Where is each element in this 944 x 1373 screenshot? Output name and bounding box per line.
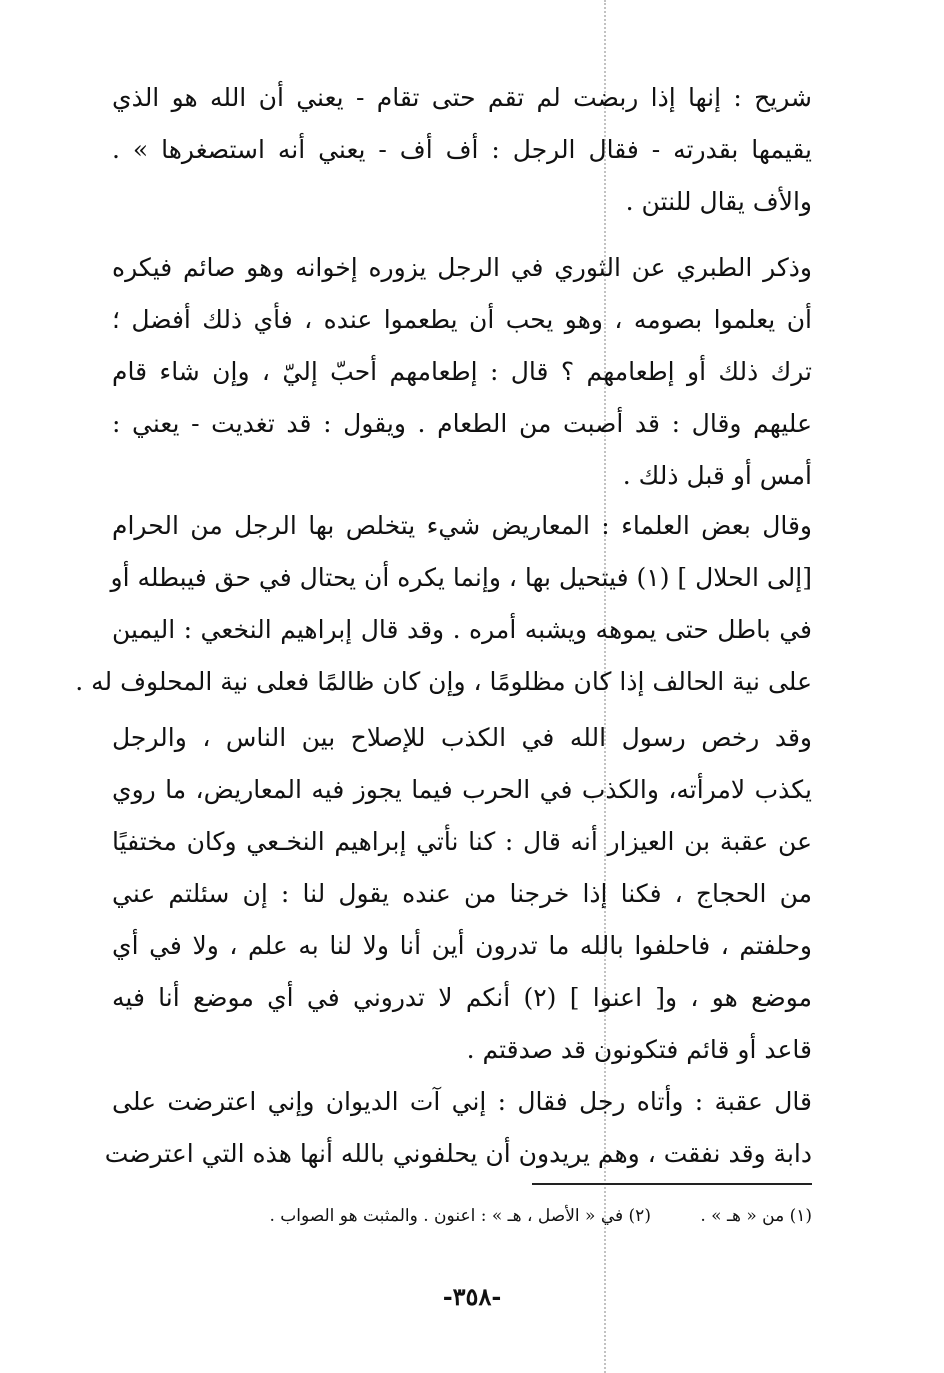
- text-line: عن عقبة بن العيزار أنه قال : كنا نأتي إبراهيم النخـعي وكان مختفيًا: [112, 827, 812, 856]
- text-line: أمس أو قبل ذلك .: [622, 461, 812, 490]
- text-line: من الحجاج ، فكنا إذا خرجنا من عنده يقول لنا : إن سئلتم عني: [112, 879, 812, 908]
- text-line: موضع هو ، و[ اعنوا ] (٢) أنكم لا تدروني في أي موضع أنا فيه: [112, 983, 812, 1012]
- footnote-1: (١) من « هـ » .: [700, 1206, 812, 1226]
- text-line: وقال بعض العلماء : المعاريض شيء يتخلص بها الرجل من الحرام: [112, 511, 812, 540]
- text-line: [إلى الحلال ] (١) فيتحيل بها ، وإنما يكره أن يحتال في حق فيبطله أو: [110, 563, 812, 592]
- footnote-separator: [532, 1183, 812, 1185]
- text-line: يكذب لامرأته، والكذب في الحرب فيما يجوز فيه المعاريض، ما روي: [112, 775, 812, 804]
- footnotes: [112, 1203, 812, 1229]
- text-line: قال عقبة : وأتاه رجل فقال : إني آت الديوان وإني اعترضت على: [112, 1087, 812, 1116]
- text-line: يقيمها بقدرته - فقال الرجل : أف أف - يعني أنه استصغرها » .: [112, 135, 812, 164]
- paragraph-3: [75, 500, 812, 708]
- paragraph-5: [104, 1076, 812, 1180]
- text-line: على نية الحالف إذا كان مظلومًا ، وإن كان ظالمًا فعلى نية المحلوف له .: [75, 667, 812, 696]
- text-line: وقد رخص رسول الله في الكذب للإصلاح بين الناس ، والرجل: [112, 723, 812, 752]
- text-line: أن يعلموا بصومه ، وهو يحب أن يطعموا عنده ، فأي ذلك أفضل ؛: [112, 305, 812, 334]
- text-line: والأف يقال للنتن .: [625, 187, 812, 216]
- page-number: -٣٥٨-: [442, 1282, 502, 1311]
- paragraph-1: [112, 72, 812, 228]
- text-line: شريح : إنها إذا ربضت لم تقم حتى تقام - يعني أن الله هو الذي: [112, 83, 812, 112]
- footnote-2: (٢) في « الأصل ، هـ » : اعنون . والمثبت هو الصواب .: [269, 1206, 651, 1226]
- paragraph-4: [112, 712, 812, 1076]
- text-line: دابة وقد نفقت ، وهم يريدون أن يحلفوني بالله أنها هذه التي اعترضت: [104, 1139, 812, 1168]
- text-line: في باطل حتى يموهه ويشبه أمره . وقد قال إبراهيم النخعي : اليمين: [112, 615, 812, 644]
- text-line: عليهم وقال : قد أصبت من الطعام . ويقول : قد تغديت - يعني :: [112, 409, 812, 438]
- text-line: وحلفتم ، فاحلفوا بالله ما تدرون أين أنا ولا لنا به علم ، ولا في أي: [112, 931, 812, 960]
- text-line: ترك ذلك أو إطعامهم ؟ قال : إطعامهم أحبّ إليّ ، وإن شاء قام: [112, 357, 812, 386]
- text-line: قاعد أو قائم فتكونون قد صدقتم .: [466, 1035, 812, 1064]
- paragraph-2: [112, 242, 812, 502]
- text-line: وذكر الطبري عن الثوري في الرجل يزوره إخوانه وهو صائم فيكره: [112, 253, 812, 282]
